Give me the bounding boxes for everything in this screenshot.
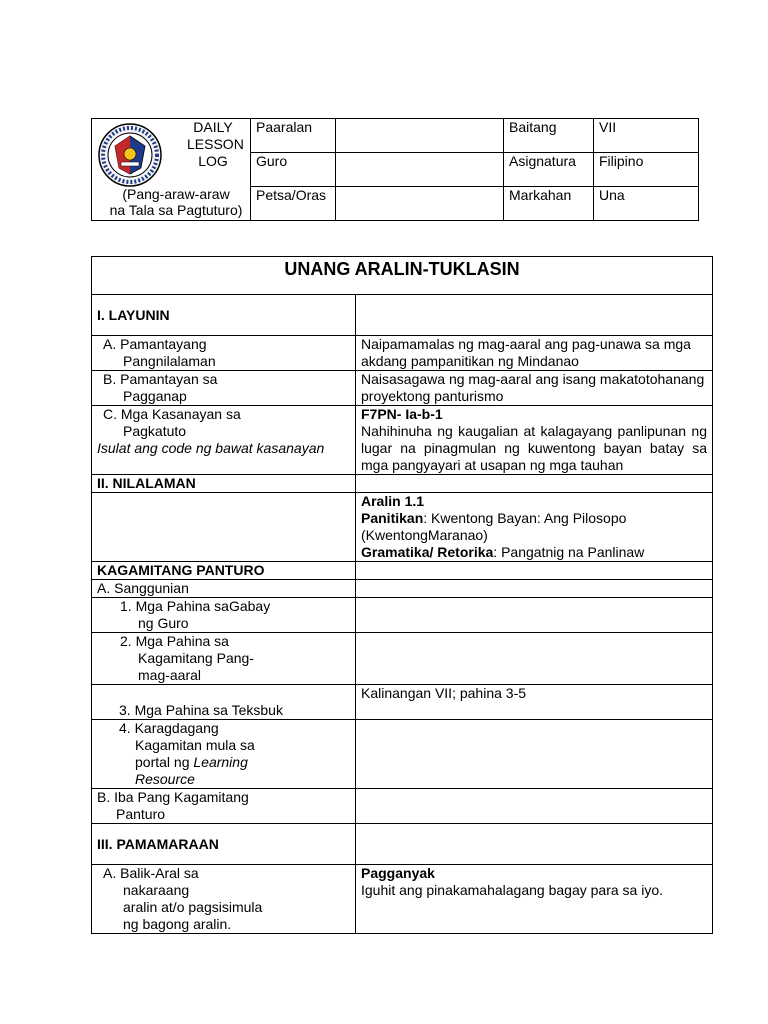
dll-title [187, 119, 244, 170]
lesson-title: UNANG ARALIN-TUKLASIN [92, 257, 713, 295]
kasanayan-text: Nahihinuha ng kaugalian at kalagayang panlipunan ng lugar na pinagmulan ng kuwentong bayan batay sa mga pangyayari at usapan ng mga tauhan [361, 423, 707, 473]
petsa-label: Petsa/Oras [251, 187, 336, 221]
kagamitan-heading: KAGAMITANG PANTURO [92, 562, 356, 580]
gramatika-label: Gramatika/ Retorika [361, 544, 494, 560]
label-line: C. Mga Kasanayan sa [103, 406, 241, 422]
label-line: Kagamitang Pang- [138, 650, 254, 666]
label-line [119, 754, 350, 771]
kagamitan-blank[interactable] [356, 562, 713, 580]
kasanayan-content[interactable] [356, 406, 713, 475]
kagamitang-mag-aaral-value[interactable] [356, 633, 713, 685]
label-line: aralin at/o pagsisimula [123, 899, 263, 915]
paaralan-value[interactable] [336, 119, 504, 153]
karagdagang-kagamitan-value[interactable] [356, 720, 713, 789]
label-italic: Learning [193, 754, 248, 770]
label-line: Pangnilalaman [123, 353, 216, 369]
title-line: LOG [198, 153, 228, 169]
label-line: Kagamitan mula sa [135, 737, 255, 753]
logo-cell [92, 119, 251, 221]
panitikan-text: : Kwentong Bayan: Ang Pilosopo [423, 510, 627, 526]
label-line: ng bagong aralin. [123, 916, 232, 932]
label-line: 4. Karagdagang [119, 720, 219, 736]
label-line: 2. Mga Pahina sa [120, 633, 229, 649]
iba-pang-kagamitan-value[interactable] [356, 789, 713, 824]
layunin-content[interactable] [356, 295, 713, 336]
label-text: portal ng [135, 754, 194, 770]
label-line: Panturo [116, 806, 166, 822]
guro-label: Guro [251, 153, 336, 187]
label-line: 1. Mga Pahina saGabay [120, 598, 271, 614]
panitikan-line [361, 510, 707, 527]
nilalaman-heading: II. NILALAMAN [92, 475, 356, 493]
header-table [91, 118, 699, 221]
markahan-label: Markahan [504, 187, 594, 221]
label-line: Resource [135, 771, 195, 787]
title-line: LESSON [187, 136, 244, 152]
label-line: Pagkatuto [123, 423, 187, 439]
balik-aral-label [92, 865, 356, 934]
label-line: B. Pamantayan sa [103, 371, 218, 387]
markahan-value[interactable]: Una [594, 187, 699, 221]
dll-subtitle [92, 186, 260, 218]
pamantayan-pagganap-text[interactable]: Naisasagawa ng mag-aaral ang isang makatotohanang proyektong panturismo [356, 371, 713, 406]
title-line: DAILY [193, 119, 233, 135]
nilalaman-blank[interactable] [356, 475, 713, 493]
gabay-guro-value[interactable] [356, 598, 713, 633]
label-line: ng Guro [138, 615, 189, 631]
teksbuk-value[interactable]: Kalinangan VII; pahina 3-5 [356, 685, 713, 720]
baitang-value[interactable]: VII [594, 119, 699, 153]
label-line: mag-aaral [138, 667, 202, 683]
lesson-table [91, 256, 713, 934]
kasanayan-code: F7PN- Ia-b-1 [361, 406, 443, 422]
label-line: Pagganap [123, 388, 187, 404]
petsa-value[interactable] [336, 187, 504, 221]
gramatika-line [361, 544, 707, 561]
pamantayang-pangnilalaman-label [92, 336, 356, 371]
teksbuk-label: 3. Mga Pahina sa Teksbuk [92, 685, 356, 720]
label-line: A. Pamantayang [103, 336, 207, 352]
pagganyak-text: Iguhit ang pinakamahalagang bagay para sa iyo. [361, 882, 663, 898]
panitikan-sub: (KwentongMaranao) [361, 527, 488, 543]
panitikan-label: Panitikan [361, 510, 424, 526]
asignatura-label: Asignatura [504, 153, 594, 187]
label-line: A. Balik-Aral sa [103, 865, 199, 881]
guro-value[interactable] [336, 153, 504, 187]
nilalaman-left [92, 493, 356, 562]
label-line: B. Iba Pang Kagamitang [97, 789, 249, 805]
karagdagang-kagamitan-label [92, 720, 356, 789]
gramatika-text: : Pangatnig na Panlinaw [493, 544, 645, 560]
iba-pang-kagamitan-label [92, 789, 356, 824]
pamantayang-pangnilalaman-text[interactable]: Naipamamalas ng mag-aaral ang pag-unawa sa mga akdang pampanitikan ng Mindanao [356, 336, 713, 371]
paaralan-label: Paaralan [251, 119, 336, 153]
layunin-heading: I. LAYUNIN [92, 295, 356, 336]
asignatura-value[interactable]: Filipino [594, 153, 699, 187]
kagamitang-mag-aaral-label [92, 633, 356, 685]
sanggunian-label: A. Sanggunian [92, 580, 356, 598]
gabay-guro-label [92, 598, 356, 633]
sanggunian-blank[interactable] [356, 580, 713, 598]
pamamaraan-heading: III. PAMAMARAAN [92, 824, 356, 865]
pamamaraan-blank[interactable] [356, 824, 713, 865]
subtitle-line: na Tala sa Pagtuturo) [109, 202, 243, 218]
baitang-label: Baitang [504, 119, 594, 153]
pamantayan-pagganap-label [92, 371, 356, 406]
nilalaman-content[interactable] [356, 493, 713, 562]
aralin-label: Aralin 1.1 [361, 493, 425, 509]
subtitle-line: (Pang-araw-araw [122, 186, 230, 202]
balik-aral-content[interactable] [356, 865, 713, 934]
label-line: nakaraang [123, 882, 190, 898]
kasanayan-label [92, 406, 356, 475]
kasanayan-note: Isulat ang code ng bawat kasanayan [97, 440, 325, 456]
pagganyak-title: Pagganyak [361, 865, 435, 881]
deped-seal-icon [97, 122, 163, 188]
